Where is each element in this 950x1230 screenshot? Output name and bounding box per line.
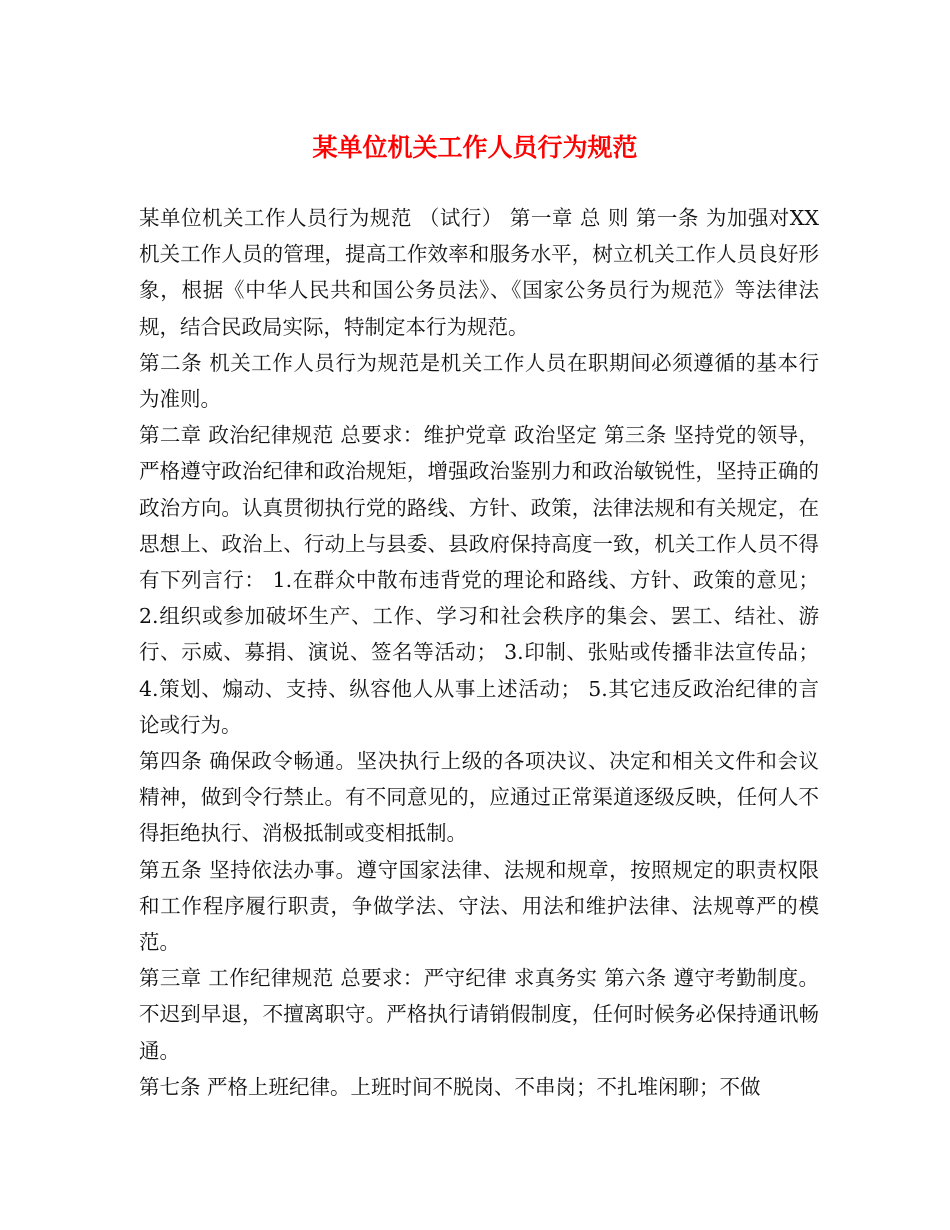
paragraph-6: 第三章 工作纪律规范 总要求：严守纪律 求真务实 第六条 遵守考勤制度。不迟到早退，不擅离职守。严格执行请销假制度，任何时候务必保持通讯畅通。 <box>139 966 819 1063</box>
paragraph-5: 第五条 坚持依法办事。遵守国家法律、法规和规章，按照规定的职责权限和工作程序履行职责，争做学法、守法、用法和维护法律、法规尊严的模范。 <box>139 857 819 955</box>
paragraph-7: 第七条 严格上班纪律。上班时间不脱岗、不串岗；不扎堆闲聊；不做 <box>139 1074 761 1099</box>
document-body <box>139 200 819 1105</box>
paragraph-3: 第二章 政治纪律规范 总要求：维护党章 政治坚定 第三条 坚持党的领导，严格遵守政治纪律和政治规矩，增强政治鉴别力和政治敏锐性，坚持正确的政治方向。认真贯彻执行党的路线、方针、政策，法律法规和有关规定，在思想上、政治上、行动上与县委、县政府保持高度一致，机关工作人员不得有下列言行： 1.在群众中散布违背党的理论和路线、方针、政策的意见； 2.组织或参加破坏生产、工作、学习和社会秩序的集会、罢工、结社、游行、示威、募捐、演说、签名等活动； 3.印制、张贴或传播非法宣传品； 4.策划、煽动、支持、纵容他人从事上述活动； 5.其它违反政治纪律的言论或行为。 <box>139 423 819 737</box>
paragraph-2: 第二条 机关工作人员行为规范是机关工作人员在职期间必须遵循的基本行为准则。 <box>139 350 819 412</box>
paragraph-4: 第四条 确保政令畅通。坚决执行上级的各项决议、决定和相关文件和会议精神，做到令行禁止。有不同意见的，应通过正常渠道逐级反映，任何人不得拒绝执行、消极抵制或变相抵制。 <box>139 749 819 846</box>
paragraph-1: 某单位机关工作人员行为规范 （试行） 第一章 总 则 第一条 为加强对XX机关工作人员的管理，提高工作效率和服务水平，树立机关工作人员良好形象，根据《中华人民共和国公务员法》、《国家公务员行为规范》等法律法规，结合民政局实际，特制定本行为规范。 <box>139 206 819 339</box>
document-title: 某单位机关工作人员行为规范 <box>312 133 638 162</box>
